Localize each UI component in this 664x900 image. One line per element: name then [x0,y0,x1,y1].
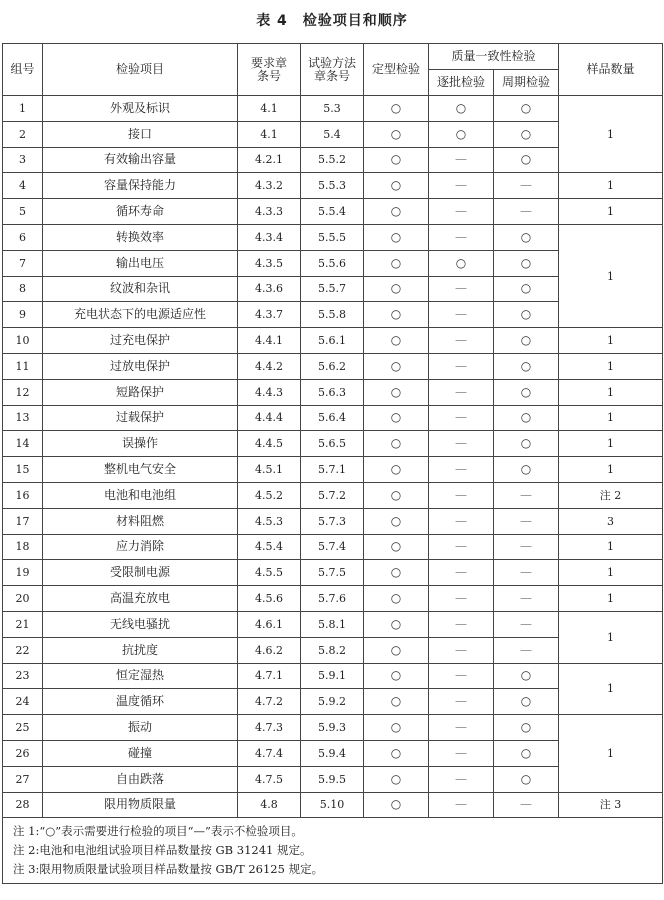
sample-qty-cell: 1 [559,173,663,199]
group-no-cell: 2 [3,121,43,147]
group-no-cell: 15 [3,457,43,483]
batch-cell: — [429,715,494,741]
header-quality: 质量一致性检验 [429,44,559,70]
group-no-cell: 18 [3,534,43,560]
item-cell: 温度循环 [43,689,238,715]
test-clause-cell: 5.9.3 [301,715,364,741]
sample-qty-cell: 1 [559,611,663,663]
header-item: 检验项目 [43,44,238,96]
req-clause-cell: 4.1 [238,96,301,122]
item-cell: 碰撞 [43,740,238,766]
periodic-cell: — [494,611,559,637]
type-test-cell: ○ [364,482,429,508]
group-no-cell: 4 [3,173,43,199]
type-test-cell: ○ [364,560,429,586]
header-type-test: 定型检验 [364,44,429,96]
req-clause-cell: 4.8 [238,792,301,818]
type-test-cell: ○ [364,302,429,328]
periodic-cell: — [494,560,559,586]
test-clause-cell: 5.3 [301,96,364,122]
item-cell: 过放电保护 [43,353,238,379]
req-clause-cell: 4.6.2 [238,637,301,663]
req-clause-cell: 4.5.2 [238,482,301,508]
header-req-clause-text: 要求章条号 [250,55,287,83]
req-clause-cell: 4.3.6 [238,276,301,302]
header-req-clause [238,44,301,96]
item-cell: 无线电骚扰 [43,611,238,637]
batch-cell: — [429,173,494,199]
periodic-cell: ○ [494,689,559,715]
req-clause-cell: 4.3.3 [238,199,301,225]
test-clause-cell: 5.4 [301,121,364,147]
table-row [3,663,663,689]
group-no-cell: 11 [3,353,43,379]
batch-cell: — [429,147,494,173]
batch-cell: — [429,740,494,766]
group-no-cell: 1 [3,96,43,122]
item-cell: 外观及标识 [43,96,238,122]
periodic-cell: ○ [494,121,559,147]
sample-qty-cell: 注 3 [559,792,663,818]
inspection-table-container [2,43,662,884]
periodic-cell: ○ [494,353,559,379]
test-clause-cell: 5.5.3 [301,173,364,199]
item-cell: 转换效率 [43,224,238,250]
type-test-cell: ○ [364,121,429,147]
sample-qty-cell: 1 [559,96,663,173]
item-cell: 误操作 [43,431,238,457]
sample-qty-cell: 1 [559,379,663,405]
sample-qty-cell: 1 [559,224,663,327]
test-clause-cell: 5.5.7 [301,276,364,302]
item-cell: 接口 [43,121,238,147]
test-clause-cell: 5.9.4 [301,740,364,766]
group-no-cell: 12 [3,379,43,405]
test-clause-cell: 5.5.6 [301,250,364,276]
periodic-cell: — [494,199,559,225]
item-cell: 材料阻燃 [43,508,238,534]
type-test-cell: ○ [364,766,429,792]
test-clause-cell: 5.10 [301,792,364,818]
periodic-cell: — [494,173,559,199]
type-test-cell: ○ [364,328,429,354]
group-no-cell: 27 [3,766,43,792]
req-clause-cell: 4.3.7 [238,302,301,328]
group-no-cell: 28 [3,792,43,818]
header-sample-qty: 样品数量 [559,44,663,96]
periodic-cell: ○ [494,224,559,250]
req-clause-cell: 4.5.6 [238,586,301,612]
group-no-cell: 25 [3,715,43,741]
table-row [3,431,663,457]
req-clause-cell: 4.4.5 [238,431,301,457]
group-no-cell: 21 [3,611,43,637]
item-cell: 受限制电源 [43,560,238,586]
item-cell: 整机电气安全 [43,457,238,483]
test-clause-cell: 5.6.3 [301,379,364,405]
sample-qty-cell: 1 [559,457,663,483]
periodic-cell: — [494,637,559,663]
periodic-cell: — [494,534,559,560]
table-row [3,224,663,250]
group-no-cell: 19 [3,560,43,586]
table-row [3,328,663,354]
table-row [3,560,663,586]
periodic-cell: ○ [494,328,559,354]
batch-cell: — [429,792,494,818]
inspection-table [2,43,663,884]
batch-cell: — [429,405,494,431]
table-row [3,534,663,560]
test-clause-cell: 5.7.5 [301,560,364,586]
item-cell: 过充电保护 [43,328,238,354]
type-test-cell: ○ [364,250,429,276]
table-row [3,792,663,818]
type-test-cell: ○ [364,586,429,612]
test-clause-cell: 5.7.6 [301,586,364,612]
type-test-cell: ○ [364,405,429,431]
test-clause-cell: 5.9.5 [301,766,364,792]
periodic-cell: ○ [494,276,559,302]
periodic-cell: ○ [494,715,559,741]
group-no-cell: 24 [3,689,43,715]
test-clause-cell: 5.9.2 [301,689,364,715]
item-cell: 限用物质限量 [43,792,238,818]
group-no-cell: 8 [3,276,43,302]
group-no-cell: 7 [3,250,43,276]
batch-cell: — [429,224,494,250]
periodic-cell: ○ [494,766,559,792]
req-clause-cell: 4.4.1 [238,328,301,354]
req-clause-cell: 4.5.3 [238,508,301,534]
periodic-cell: ○ [494,663,559,689]
header-batch: 逐批检验 [429,70,494,96]
test-clause-cell: 5.7.2 [301,482,364,508]
item-cell: 振动 [43,715,238,741]
req-clause-cell: 4.5.4 [238,534,301,560]
type-test-cell: ○ [364,715,429,741]
sample-qty-cell: 1 [559,715,663,792]
type-test-cell: ○ [364,740,429,766]
group-no-cell: 6 [3,224,43,250]
sample-qty-cell: 1 [559,586,663,612]
item-cell: 纹波和杂讯 [43,276,238,302]
periodic-cell: ○ [494,147,559,173]
req-clause-cell: 4.4.4 [238,405,301,431]
table-row [3,457,663,483]
req-clause-cell: 4.4.2 [238,353,301,379]
sample-qty-cell: 1 [559,328,663,354]
req-clause-cell: 4.2.1 [238,147,301,173]
sample-qty-cell: 1 [559,663,663,715]
test-clause-cell: 5.6.5 [301,431,364,457]
sample-qty-cell: 1 [559,405,663,431]
batch-cell: — [429,302,494,328]
table-row [3,586,663,612]
test-clause-cell: 5.7.3 [301,508,364,534]
type-test-cell: ○ [364,173,429,199]
batch-cell: ○ [429,121,494,147]
note-2: 注 2:电池和电池组试验项目样品数量按 GB 31241 规定。 [13,843,312,858]
periodic-cell: ○ [494,457,559,483]
req-clause-cell: 4.3.2 [238,173,301,199]
req-clause-cell: 4.5.5 [238,560,301,586]
group-no-cell: 22 [3,637,43,663]
test-clause-cell: 5.6.2 [301,353,364,379]
batch-cell: — [429,353,494,379]
test-clause-cell: 5.8.1 [301,611,364,637]
batch-cell: — [429,637,494,663]
test-clause-cell: 5.5.2 [301,147,364,173]
type-test-cell: ○ [364,689,429,715]
item-cell: 循环寿命 [43,199,238,225]
type-test-cell: ○ [364,147,429,173]
test-clause-cell: 5.6.4 [301,405,364,431]
test-clause-cell: 5.7.4 [301,534,364,560]
test-clause-cell: 5.5.5 [301,224,364,250]
type-test-cell: ○ [364,353,429,379]
item-cell: 抗扰度 [43,637,238,663]
sample-qty-cell: 1 [559,199,663,225]
item-cell: 短路保护 [43,379,238,405]
group-no-cell: 5 [3,199,43,225]
batch-cell: — [429,431,494,457]
item-cell: 高温充放电 [43,586,238,612]
periodic-cell: — [494,482,559,508]
periodic-cell: — [494,792,559,818]
req-clause-cell: 4.1 [238,121,301,147]
test-clause-cell: 5.5.4 [301,199,364,225]
note-1: 注 1:“○”表示需要进行检验的项目“—”表示不检验项目。 [13,824,303,839]
group-no-cell: 23 [3,663,43,689]
sample-qty-cell: 3 [559,508,663,534]
table-row [3,508,663,534]
type-test-cell: ○ [364,276,429,302]
periodic-cell: ○ [494,96,559,122]
test-clause-cell: 5.5.8 [301,302,364,328]
req-clause-cell: 4.7.3 [238,715,301,741]
type-test-cell: ○ [364,224,429,250]
group-no-cell: 20 [3,586,43,612]
type-test-cell: ○ [364,96,429,122]
item-cell: 应力消除 [43,534,238,560]
periodic-cell: ○ [494,405,559,431]
periodic-cell: ○ [494,740,559,766]
batch-cell: — [429,379,494,405]
table-header [3,44,663,96]
group-no-cell: 16 [3,482,43,508]
sample-qty-cell: 1 [559,353,663,379]
batch-cell: — [429,663,494,689]
header-group-no: 组号 [3,44,43,96]
table-caption: 表 4 检验项目和顺序 [256,13,408,29]
type-test-cell: ○ [364,792,429,818]
periodic-cell: ○ [494,379,559,405]
periodic-cell: — [494,508,559,534]
batch-cell: — [429,689,494,715]
batch-cell: — [429,199,494,225]
table-row [3,611,663,637]
type-test-cell: ○ [364,431,429,457]
table-row [3,482,663,508]
table-row [3,715,663,741]
req-clause-cell: 4.3.5 [238,250,301,276]
sample-qty-cell: 1 [559,431,663,457]
item-cell: 容量保持能力 [43,173,238,199]
item-cell: 电池和电池组 [43,482,238,508]
header-test-clause-text: 试验方法章条号 [307,55,356,83]
table-body [3,96,663,818]
type-test-cell: ○ [364,457,429,483]
table-notes [3,818,663,884]
batch-cell: — [429,328,494,354]
test-clause-cell: 5.6.1 [301,328,364,354]
table-row [3,405,663,431]
type-test-cell: ○ [364,199,429,225]
test-clause-cell: 5.8.2 [301,637,364,663]
item-cell: 有效输出容量 [43,147,238,173]
sample-qty-cell: 1 [559,534,663,560]
batch-cell: — [429,560,494,586]
req-clause-cell: 4.7.1 [238,663,301,689]
type-test-cell: ○ [364,611,429,637]
table-row [3,96,663,122]
type-test-cell: ○ [364,637,429,663]
batch-cell: — [429,534,494,560]
batch-cell: ○ [429,250,494,276]
req-clause-cell: 4.7.4 [238,740,301,766]
batch-cell: — [429,508,494,534]
item-cell: 恒定湿热 [43,663,238,689]
table-row [3,173,663,199]
notes-cell [3,818,663,884]
type-test-cell: ○ [364,379,429,405]
group-no-cell: 10 [3,328,43,354]
req-clause-cell: 4.4.3 [238,379,301,405]
req-clause-cell: 4.7.5 [238,766,301,792]
note-3: 注 3:限用物质限量试验项目样品数量按 GB/T 26125 规定。 [13,862,324,877]
type-test-cell: ○ [364,663,429,689]
item-cell: 过载保护 [43,405,238,431]
batch-cell: — [429,611,494,637]
batch-cell: — [429,457,494,483]
header-test-clause [301,44,364,96]
batch-cell: — [429,482,494,508]
batch-cell: ○ [429,96,494,122]
batch-cell: — [429,766,494,792]
periodic-cell: ○ [494,250,559,276]
req-clause-cell: 4.3.4 [238,224,301,250]
item-cell: 输出电压 [43,250,238,276]
item-cell: 充电状态下的电源适应性 [43,302,238,328]
req-clause-cell: 4.7.2 [238,689,301,715]
group-no-cell: 14 [3,431,43,457]
table-row [3,199,663,225]
periodic-cell: ○ [494,302,559,328]
batch-cell: — [429,276,494,302]
type-test-cell: ○ [364,534,429,560]
table-row [3,353,663,379]
group-no-cell: 17 [3,508,43,534]
table-row [3,379,663,405]
req-clause-cell: 4.5.1 [238,457,301,483]
item-cell: 自由跌落 [43,766,238,792]
req-clause-cell: 4.6.1 [238,611,301,637]
group-no-cell: 13 [3,405,43,431]
group-no-cell: 26 [3,740,43,766]
group-no-cell: 3 [3,147,43,173]
sample-qty-cell: 1 [559,560,663,586]
header-periodic: 周期检验 [494,70,559,96]
periodic-cell: ○ [494,431,559,457]
type-test-cell: ○ [364,508,429,534]
periodic-cell: — [494,586,559,612]
test-clause-cell: 5.7.1 [301,457,364,483]
test-clause-cell: 5.9.1 [301,663,364,689]
group-no-cell: 9 [3,302,43,328]
sample-qty-cell: 注 2 [559,482,663,508]
batch-cell: — [429,586,494,612]
